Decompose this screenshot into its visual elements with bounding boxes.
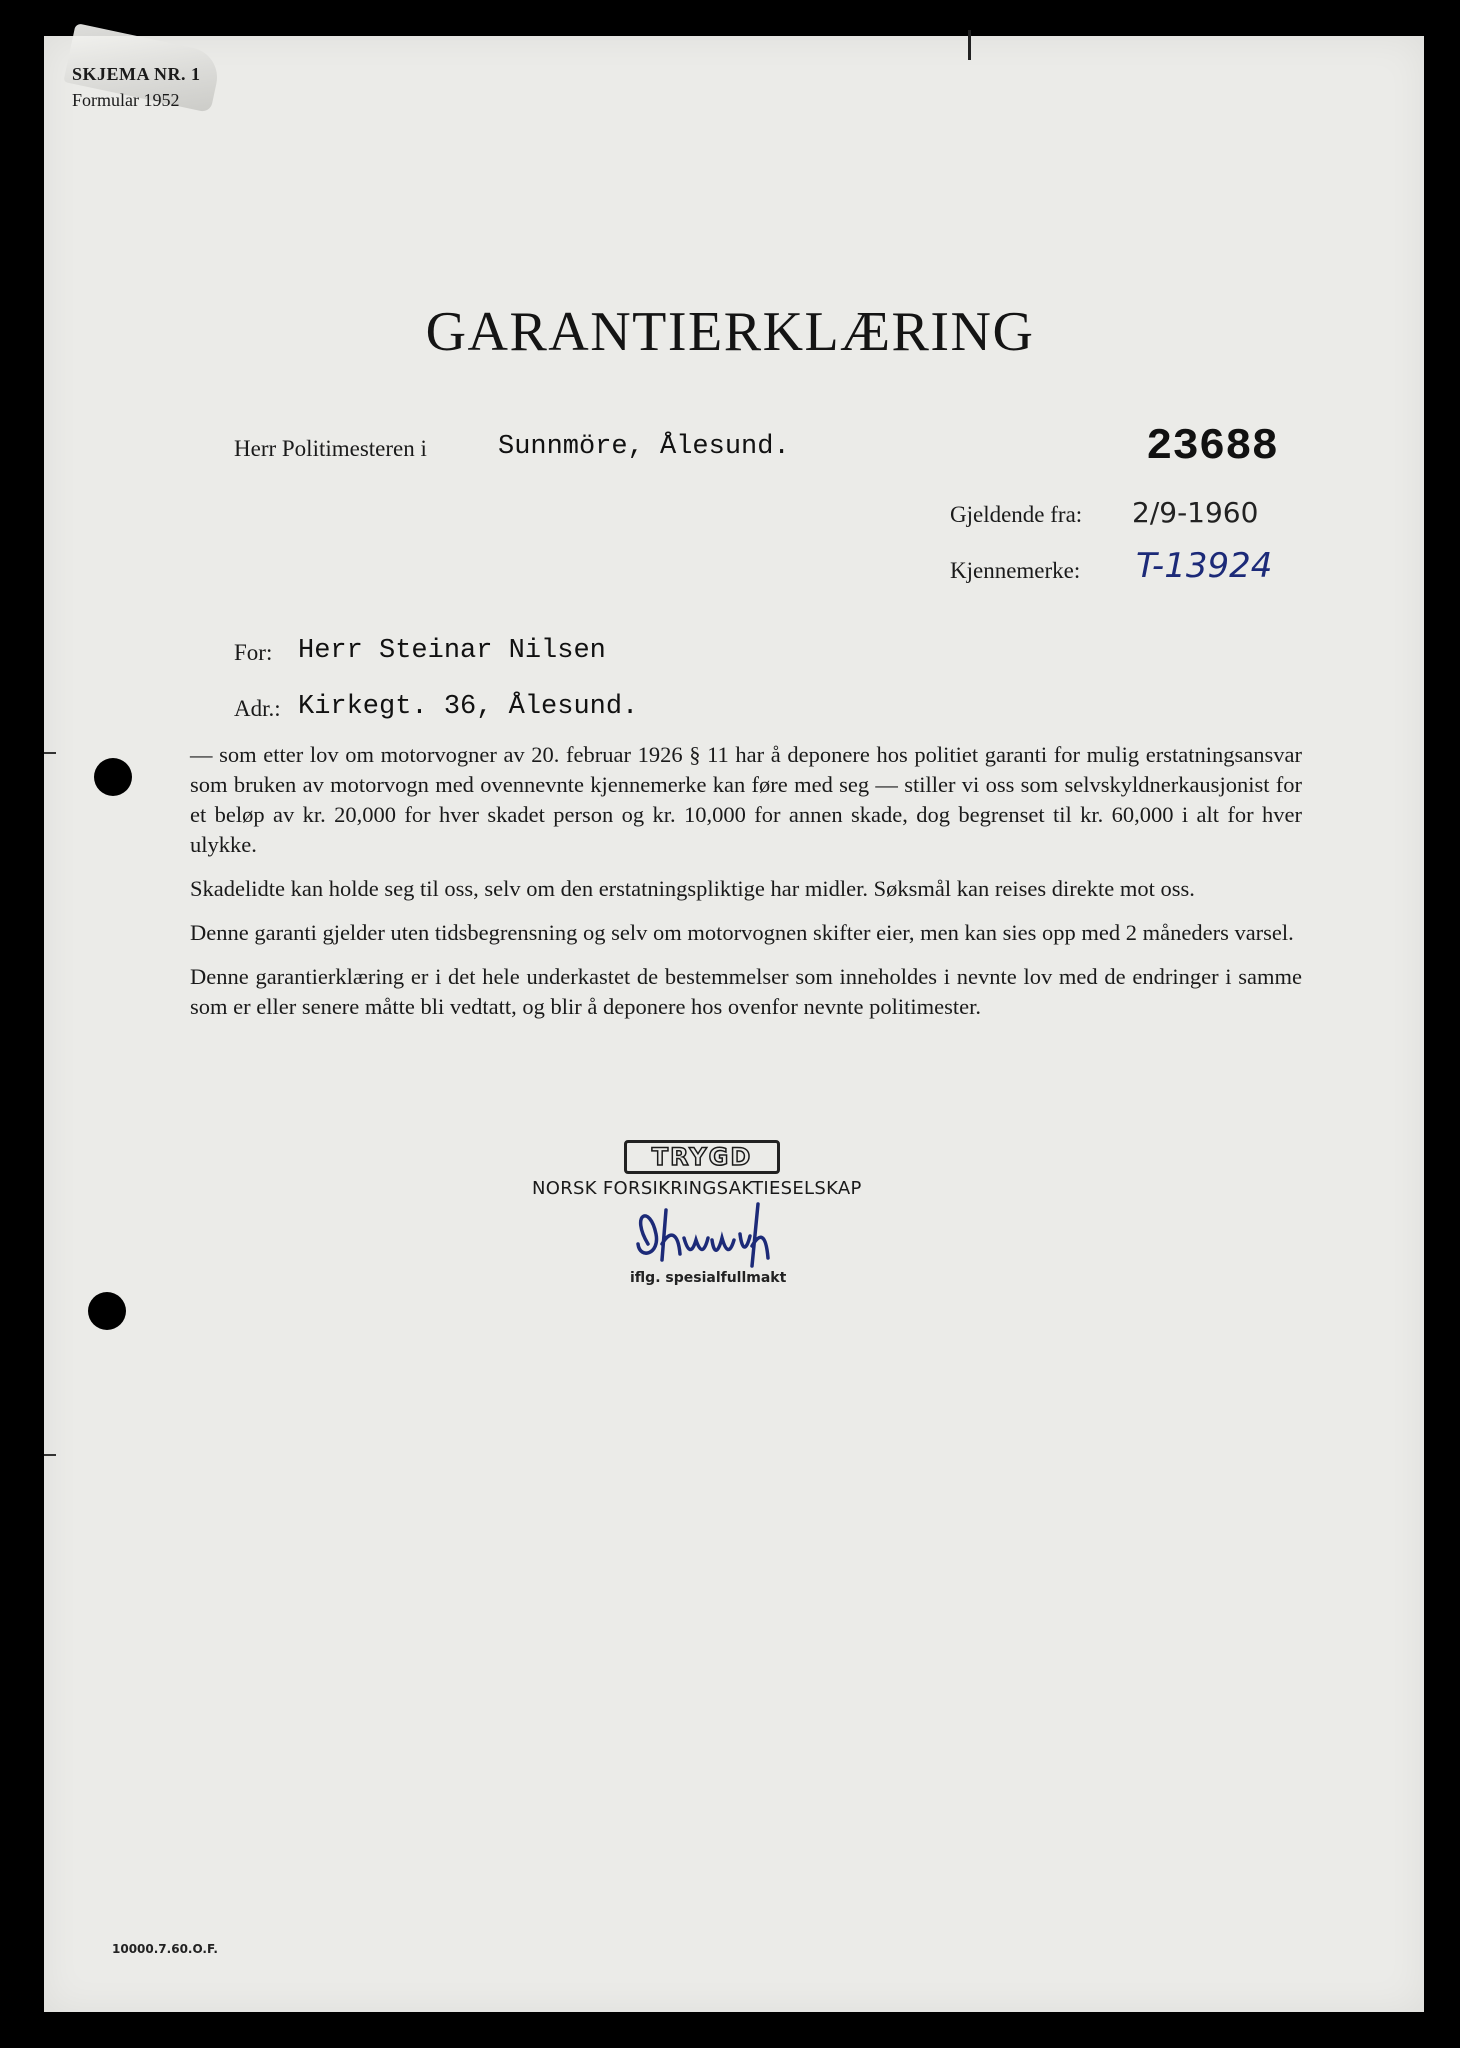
binder-hole-top <box>94 758 132 796</box>
fold-mark-bottom <box>44 1454 56 1456</box>
binder-hole-bottom <box>88 1292 126 1330</box>
document-title: GARANTIERKLÆRING <box>425 301 1035 363</box>
paragraph-1: — som etter lov om motorvogner av 20. februar 1926 § 11 har å deponere hos politiet garanti for mulig erstatningsansvar som bruken av motorvogn med ovennevnte kjennemerke kan føre med seg — stiller vi oss som selvskyldnerkausjonist for et beløp av kr. 20,000 for hver skadet person og kr. 10,000 for annen skade, dog begrenset til kr. 60,000 i alt for hver ulykke. <box>190 742 1302 857</box>
registration-label: Kjennemerke: <box>950 558 1081 583</box>
recipient-label: Herr Politimesteren i <box>234 436 427 461</box>
valid-from-label: Gjeldende fra: <box>950 502 1083 527</box>
paragraph-2: Skadelidte kan holde seg til oss, selv om den erstatningspliktige har midler. Søksmål kan reises direkte mot oss. <box>190 876 1195 901</box>
paragraph-4: Denne garantierklæring er i det hele underkastet de bestemmelser som inneholdes i nevnte lov med de endringer i samme som er eller senere måtte bli vedtatt, og blir å deponere hos ovenfor nevnte politimester. <box>190 964 1302 1019</box>
address-label: Adr.: <box>234 696 281 721</box>
form-schema-number: SKJEMA NR. 1 <box>72 64 201 84</box>
for-value: Herr Steinar Nilsen <box>298 636 606 666</box>
registration-value: T-13924 <box>1136 546 1273 586</box>
form-formular-year: Formular 1952 <box>72 90 180 110</box>
fold-mark-top <box>44 752 56 754</box>
document-number: 23688 <box>1146 422 1279 472</box>
margin-tick-mark <box>968 30 971 60</box>
trygd-logo: TRYGD <box>624 1140 780 1174</box>
paragraph-3: Denne garanti gjelder uten tidsbegrensning og selv om motorvognen skifter eier, men kan sies opp med 2 måneders varsel. <box>190 920 1294 945</box>
valid-from-value: 2/9-1960 <box>1132 496 1259 529</box>
stamp-authority-text: iflg. spesialfullmakt <box>630 1270 787 1286</box>
stamp-company-name: NORSK FORSIKRINGSAKTIESELSKAP <box>532 1178 862 1199</box>
guarantee-text <box>190 740 1302 1036</box>
address-value: Kirkegt. 36, Ålesund. <box>298 692 639 722</box>
recipient-value: Sunnmöre, Ålesund. <box>498 432 790 462</box>
for-label: For: <box>234 640 273 665</box>
print-footer-code: 10000.7.60.O.F. <box>112 1942 218 1956</box>
signature-icon <box>600 1194 860 1274</box>
